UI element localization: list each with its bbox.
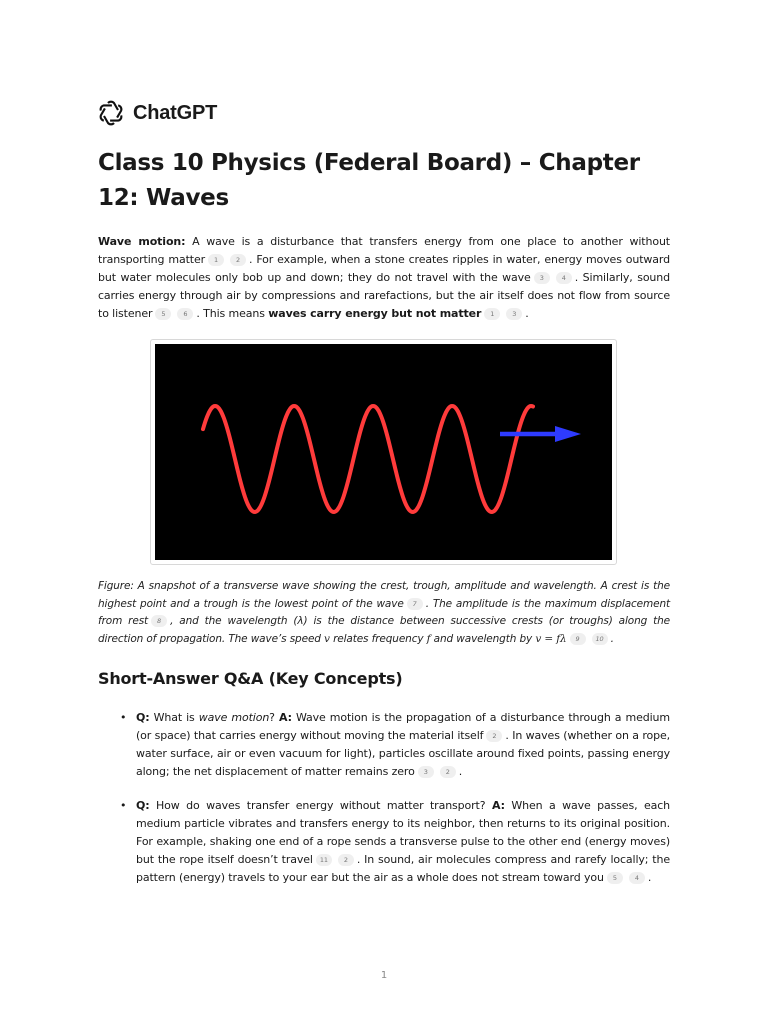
citation-badge[interactable]: 7 (407, 598, 423, 610)
section-title: Short-Answer Q&A (Key Concepts) (98, 669, 403, 688)
question-label: Q: (136, 711, 150, 724)
citation-badge[interactable]: 2 (440, 766, 456, 778)
citation-badge[interactable]: 1 (208, 254, 224, 266)
math-wave-equation: v = fλ (535, 632, 567, 645)
caption-text-1: Figure: A snapshot of a transverse wave showing the crest, trough, amplitude and wavelength. A crest is the highest point and a trough is the lowest point of the wave (98, 580, 670, 610)
answer-text-3: . (458, 765, 463, 778)
caption-text-6: . (610, 632, 614, 645)
brand-name: ChatGPT (133, 101, 218, 124)
citation-badge[interactable]: 11 (316, 854, 332, 866)
page-title: Class 10 Physics (Federal Board) – Chapter 12: Waves (98, 150, 640, 211)
intro-text-4: . This means (196, 307, 269, 320)
brand-header (98, 100, 217, 126)
math-frequency: f (426, 632, 431, 645)
wave-illustration (155, 344, 612, 560)
caption-text-3: , and the wavelength (λ) is the distance between successive crests (or troughs) along the direction of propagation. The wave’s speed (98, 615, 671, 645)
page-number: 1 (380, 970, 388, 981)
intro-paragraph (98, 233, 670, 323)
answer-text-2: . In sound, air molecules compress and rarefy locally; the pattern (energy) travels to your ear but the air as a whole does not stream toward you (136, 853, 670, 884)
bullet: • (120, 711, 127, 724)
citation-badge[interactable]: 5 (155, 308, 171, 320)
answer-text-3: . (647, 871, 652, 884)
citation-badge[interactable]: 1 (484, 308, 500, 320)
intro-emphasis: waves carry energy but not matter (268, 307, 482, 320)
citation-badge[interactable]: 2 (230, 254, 246, 266)
answer-text-2: . In waves (whether on a rope, water surface, air or even vacuum for light), particles oscillate around fixed points, passing energy along; the net displacement of matter remains zero (136, 729, 671, 778)
math-speed: v (324, 632, 330, 645)
qa-item-2 (120, 797, 670, 887)
question-emphasis: wave motion (198, 711, 270, 724)
question-label: Q: (136, 799, 150, 812)
citation-badge[interactable]: 9 (570, 633, 586, 645)
citation-badge[interactable]: 3 (534, 272, 550, 284)
intro-text-5: . (525, 307, 529, 320)
citation-badge[interactable]: 8 (151, 615, 167, 627)
caption-text-2: . The amplitude is the maximum displacement from rest (98, 597, 671, 627)
citation-badge[interactable]: 5 (607, 872, 623, 884)
citation-badge[interactable]: 2 (338, 854, 354, 866)
qa-body (128, 709, 670, 781)
intro-text-1: A wave is a disturbance that transfers energy from one place to another without transporting matter (98, 235, 670, 266)
wave-figure (150, 339, 617, 565)
answer-label: A: (278, 711, 292, 724)
question-text: How do waves transfer energy without matter transport? (149, 799, 492, 812)
figure-caption (98, 578, 670, 648)
intro-label: Wave motion: (98, 235, 186, 248)
intro-text-2: . For example, when a stone creates ripples in water, energy moves outward but water molecules only bob up and down; they do not travel with the wave (98, 253, 670, 284)
citation-badge[interactable]: 6 (177, 308, 193, 320)
qa-body (128, 797, 670, 887)
intro-text-3: . Similarly, sound carries energy through air by compressions and rarefactions, but the air itself does not flow from source to listener (98, 271, 670, 320)
openai-logo-icon (98, 100, 124, 126)
answer-label: A: (491, 799, 505, 812)
citation-badge[interactable]: 4 (556, 272, 572, 284)
citation-badge[interactable]: 3 (418, 766, 434, 778)
bullet: • (120, 799, 127, 812)
citation-badge[interactable]: 3 (506, 308, 522, 320)
citation-badge[interactable]: 2 (486, 730, 502, 742)
caption-text-5: and wavelength by (430, 632, 536, 645)
figure-background (155, 344, 612, 560)
caption-text-4: relates frequency (329, 632, 427, 645)
answer-text-1: Wave motion is the propagation of a disturbance through a medium (or space) that carries energy without moving the material itself (136, 711, 670, 742)
answer-text-1: When a wave passes, each medium particle vibrates and transfers energy to its neighbor, then returns to its original position. For example, shaking one end of a rope sends a transverse pulse to the other end (energy moves) but the rope itself doesn’t travel (136, 799, 670, 866)
question-text-end: ? (269, 711, 279, 724)
question-text: What is (149, 711, 199, 724)
citation-badge[interactable]: 4 (629, 872, 645, 884)
qa-item-1 (120, 709, 671, 781)
citation-badge[interactable]: 10 (592, 633, 608, 645)
